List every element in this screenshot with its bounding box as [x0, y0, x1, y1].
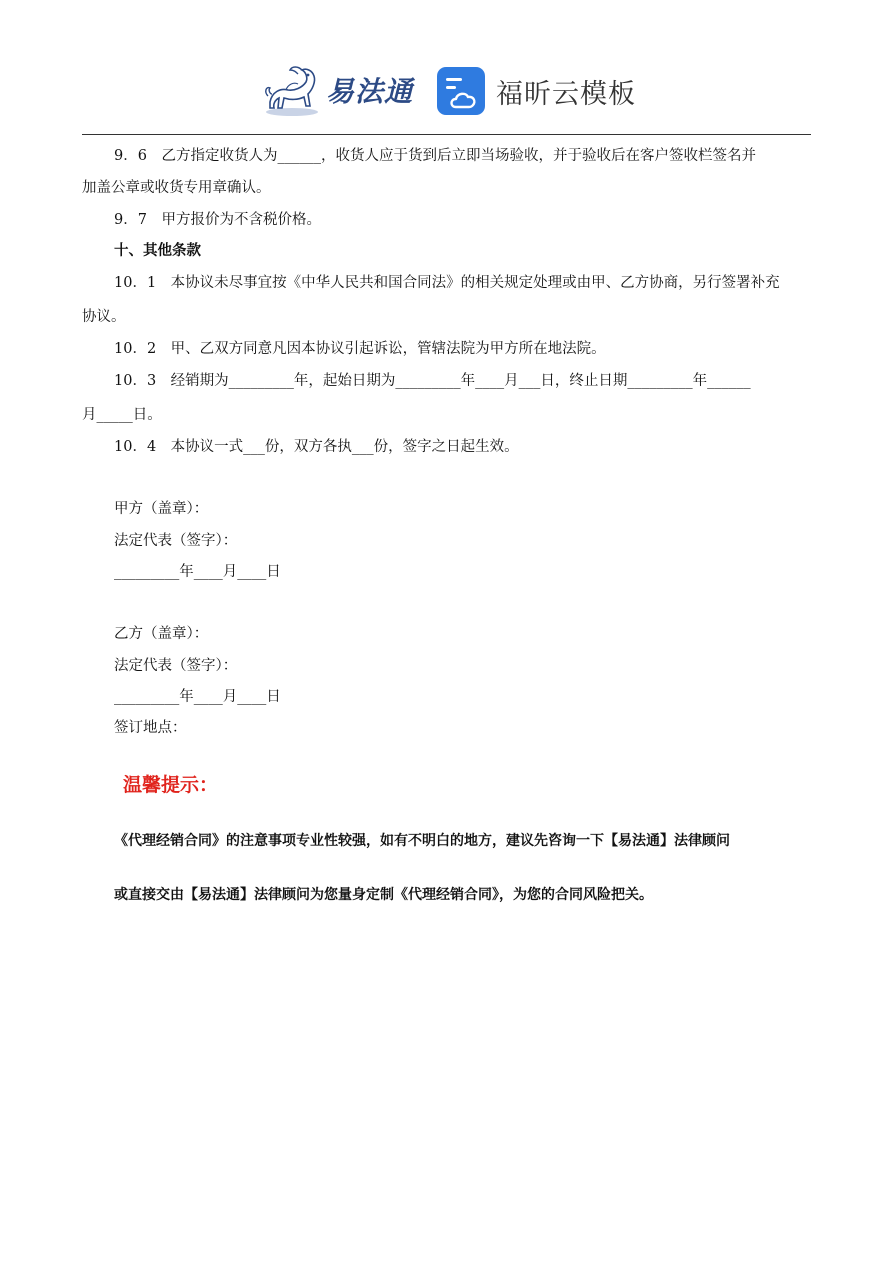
foxit-template-logo	[436, 66, 636, 116]
clause-10-1-line1: 10．1 本协议未尽事宜按《中华人民共和国合同法》的相关规定处理或由甲、乙方协商，另行签署补充	[114, 275, 780, 291]
signing-place: 签订地点：	[114, 720, 187, 736]
tip-line1: 《代理经销合同》的注意事项专业性较强，如有不明白的地方，建议先咨询一下【易法通】法律顾问	[114, 833, 730, 849]
tip-title: 温馨提示：	[123, 774, 219, 796]
clause-10-3-line1: 10．3 经销期为_________年，起始日期为_________年____月___日，终止日期_________年______	[114, 373, 751, 389]
party-b-date: _________年____月____日	[114, 689, 281, 705]
clause-10-1-line2: 协议。	[82, 309, 126, 325]
yifatong-logo-text: 易法通	[326, 75, 414, 108]
clause-10-2: 10．2 甲、乙双方同意凡因本协议引起诉讼，管辖法院为甲方所在地法院。	[114, 341, 606, 357]
clause-9-6-line1: 9．6 乙方指定收货人为______，收货人应于货到后立即当场验收，并于验收后在客户签收栏签名并	[114, 148, 756, 164]
party-b-representative: 法定代表（签字）：	[114, 658, 238, 674]
party-a-representative: 法定代表（签字）：	[114, 533, 238, 549]
page-header	[0, 58, 893, 122]
clause-10-3-line2: 月_____日。	[82, 407, 162, 423]
party-a-date: _________年____月____日	[114, 564, 281, 580]
foxit-template-logo-text: 福昕云模板	[496, 78, 636, 110]
section-10-title: 十、其他条款	[114, 242, 201, 259]
header-divider	[82, 134, 811, 135]
yifatong-logo	[262, 62, 413, 118]
tip-line2: 或直接交由【易法通】法律顾问为您量身定制《代理经销合同》，为您的合同风险把关。	[114, 887, 653, 903]
party-a-seal: 甲方（盖章）：	[114, 501, 209, 517]
cloud-document-icon	[436, 66, 486, 116]
clause-9-7: 9．7 甲方报价为不含税价格。	[114, 212, 321, 228]
qilin-mascot-icon	[262, 62, 324, 118]
party-b-seal: 乙方（盖章）：	[114, 626, 209, 642]
clause-10-4: 10．4 本协议一式___份，双方各执___份，签字之日起生效。	[114, 439, 519, 455]
clause-9-6-line2: 加盖公章或收货专用章确认。	[82, 180, 271, 196]
